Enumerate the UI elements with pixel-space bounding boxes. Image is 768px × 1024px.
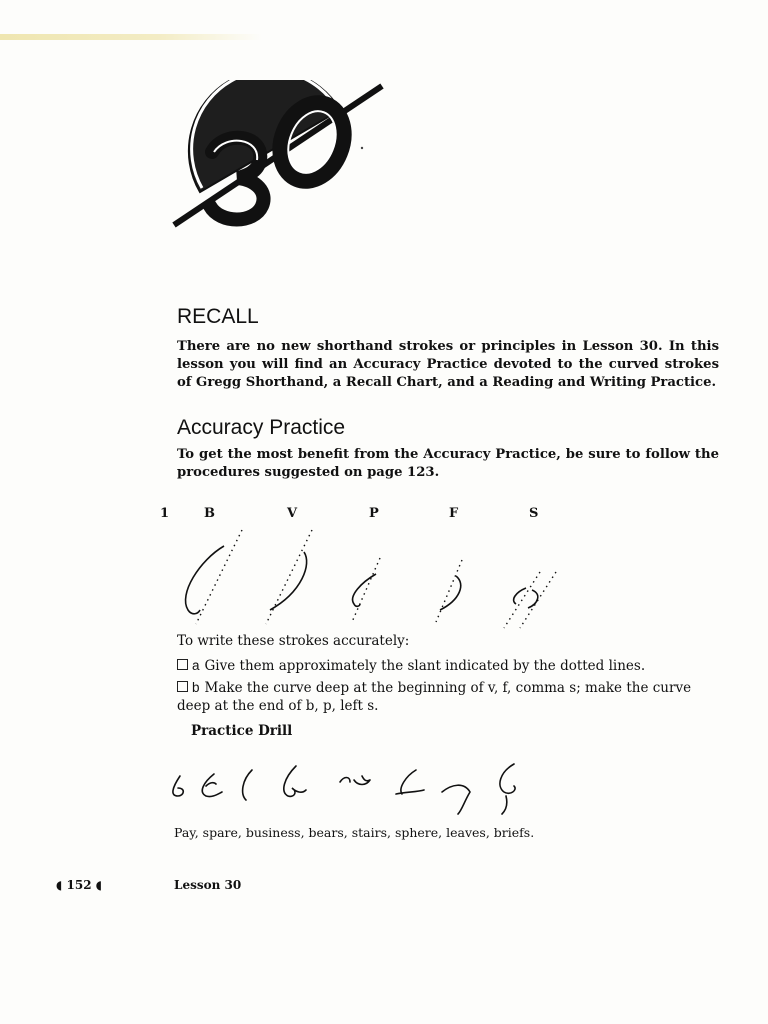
stroke-b (186, 530, 242, 624)
stroke-label-p: P (369, 506, 379, 521)
checkbox-b[interactable] (177, 681, 188, 692)
checkbox-a[interactable] (177, 659, 188, 670)
outline-pay (173, 776, 183, 796)
stroke-label-v: V (287, 506, 298, 521)
instruction-b-text: Make the curve deep at the beginning of v, f, comma s; make the curve deep at the end of b, p, left s. (177, 680, 692, 714)
outline-briefs (500, 764, 515, 814)
footer-page (56, 878, 102, 892)
outline-bears (284, 766, 306, 796)
practice-drill-label: Practice Drill (191, 723, 293, 739)
accuracy-paragraph: To get the most benefit from the Accuracy Practice, be sure to follow the procedures suggested on page 123. (177, 447, 719, 480)
stroke-v (266, 530, 312, 624)
instruction-a-text: Give them approximately the slant indicated by the dotted lines. (204, 658, 646, 674)
stroke-label-b: B (204, 506, 215, 521)
outline-leaves (442, 785, 470, 814)
drill-number: 1 (160, 506, 170, 521)
instruction-a (177, 657, 722, 675)
page-mark-right: ◖ (95, 878, 103, 892)
recall-heading: RECALL (177, 305, 259, 328)
instruction-b (177, 679, 722, 715)
page-mark-left: ◖ (56, 878, 63, 892)
stroke-s (504, 572, 556, 628)
paper-stain (0, 34, 262, 40)
footer-lesson: Lesson 30 (174, 878, 242, 892)
outline-sphere (396, 770, 424, 794)
curved-strokes-figure (170, 524, 570, 636)
page-number: 152 (66, 878, 92, 892)
outline-business (243, 770, 252, 800)
recall-paragraph: There are no new shorthand strokes or principles in Lesson 30. In this lesson you will find an Accuracy Practice devoted to the curved strokes of Gregg Shorthand, a Recall Chart, and a Reading and Writing Practice. (177, 339, 719, 390)
instructions-title: To write these strokes accurately: (177, 633, 410, 649)
outline-spare (202, 774, 222, 797)
lesson-30-logo (172, 80, 387, 230)
instruction-b-letter: b (192, 680, 200, 695)
stroke-f (436, 560, 462, 622)
practice-words: Pay, spare, business, bears, stairs, sphere, leaves, briefs. (174, 825, 535, 840)
instruction-a-letter: a (192, 658, 200, 673)
outline-stairs (340, 776, 370, 785)
stroke-p (352, 558, 380, 622)
practice-drill-shorthand (168, 752, 538, 824)
stroke-label-s: S (529, 506, 539, 521)
stroke-label-f: F (449, 506, 459, 521)
accuracy-heading: Accuracy Practice (177, 416, 346, 439)
